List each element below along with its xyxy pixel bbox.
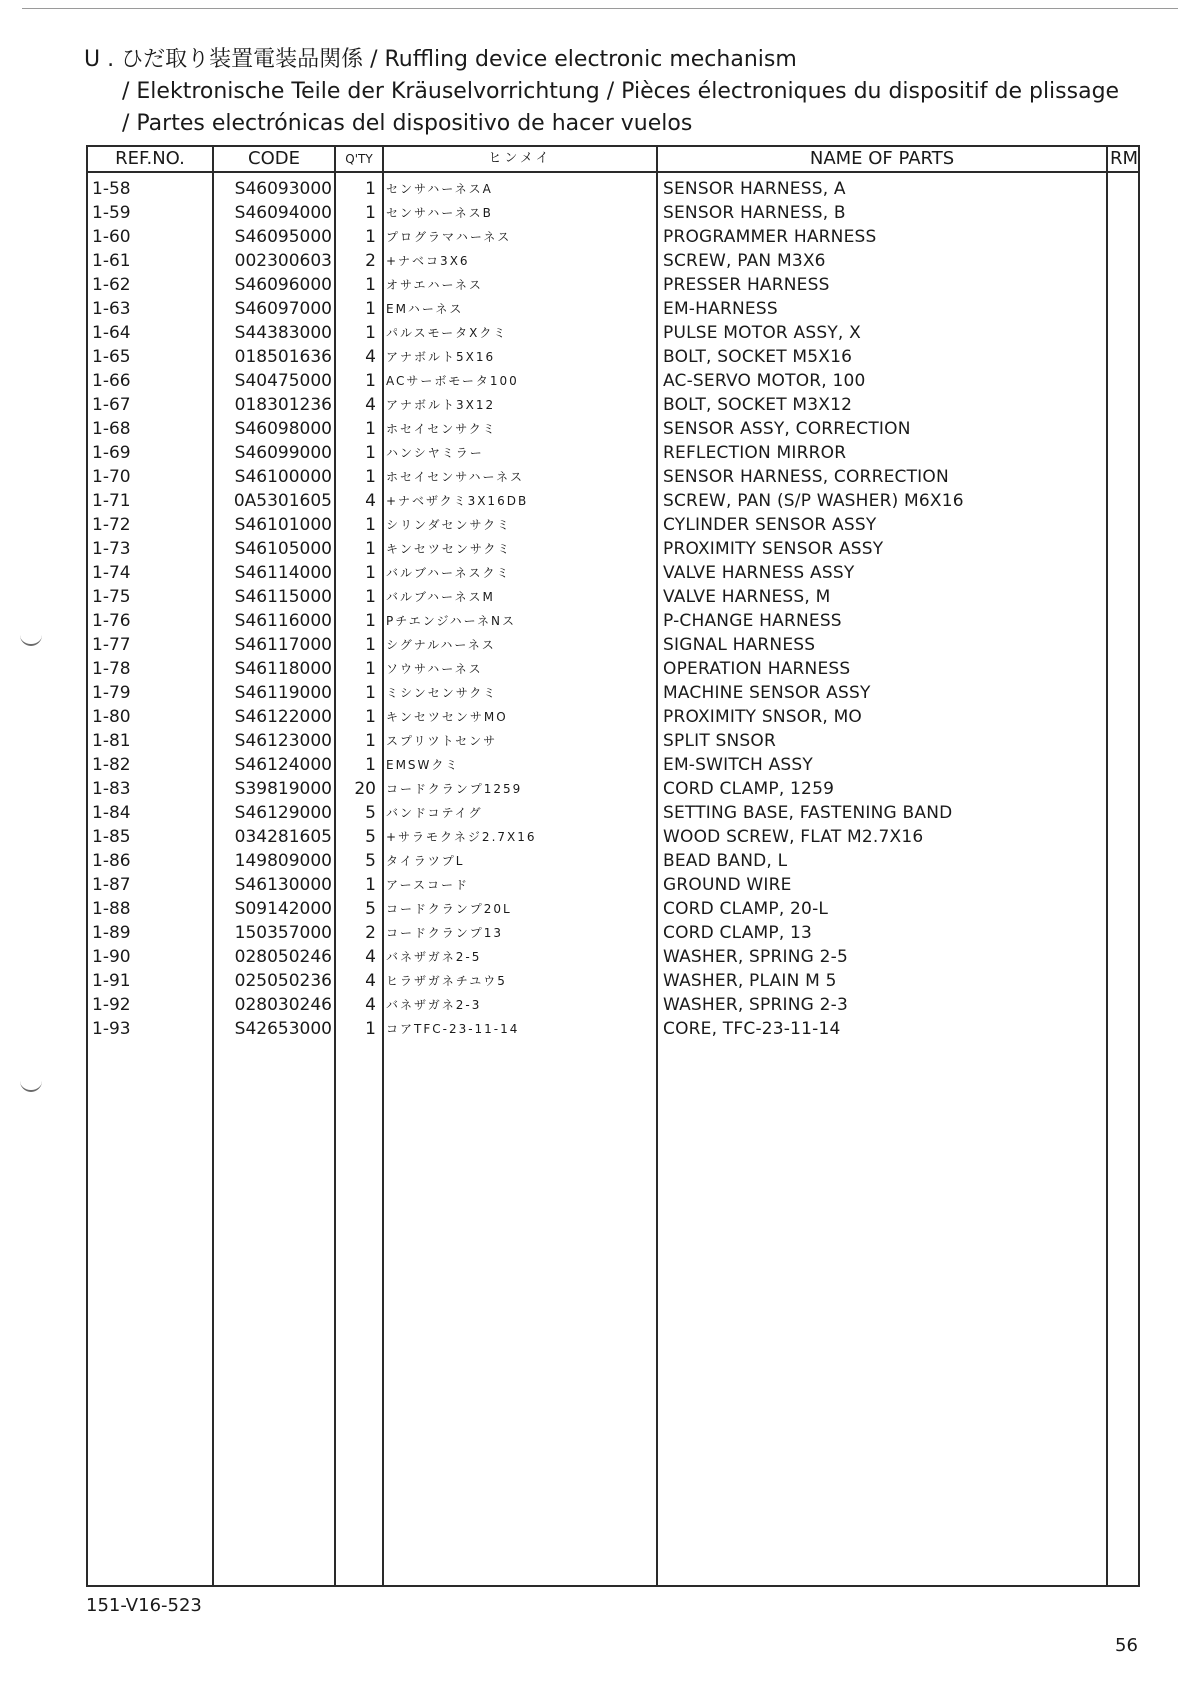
code-cell: S46105000 — [234, 539, 332, 559]
qty-cell: 1 — [365, 659, 376, 679]
part-name-cell: PRESSER HARNESS — [663, 275, 830, 295]
part-name-cell: AC-SERVO MOTOR, 100 — [663, 371, 866, 391]
header-divider — [88, 171, 1138, 173]
table-row — [88, 297, 1138, 321]
kana-name-cell: PチエンジハーネNス — [386, 614, 516, 628]
part-name-cell: EM-HARNESS — [663, 299, 778, 319]
table-row — [88, 441, 1138, 465]
ref-no-cell: 1-87 — [92, 875, 131, 895]
binder-hole-mark — [20, 1078, 42, 1092]
kana-name-cell: ハンシヤミラー — [386, 446, 484, 460]
qty-cell: 1 — [365, 875, 376, 895]
qty-cell: 5 — [365, 803, 376, 823]
ref-no-cell: 1-86 — [92, 851, 131, 871]
code-cell: S46097000 — [234, 299, 332, 319]
code-cell: S46093000 — [234, 179, 332, 199]
table-row — [88, 921, 1138, 945]
binder-hole-mark — [20, 632, 42, 646]
ref-no-cell: 1-76 — [92, 611, 131, 631]
part-name-cell: CORE, TFC-23-11-14 — [663, 1019, 841, 1039]
code-cell: 0A5301605 — [233, 491, 332, 511]
code-cell: 018501636 — [234, 347, 332, 367]
kana-name-cell: センサハーネスA — [386, 182, 493, 196]
code-cell: S46096000 — [234, 275, 332, 295]
part-name-cell: BOLT, SOCKET M3X12 — [663, 395, 853, 415]
table-row — [88, 681, 1138, 705]
kana-name-cell: バネザガネ2-5 — [386, 950, 482, 964]
kana-name-cell: タイラツプL — [386, 854, 465, 868]
table-row — [88, 321, 1138, 345]
code-cell: S46099000 — [234, 443, 332, 463]
table-row — [88, 633, 1138, 657]
code-cell: S46098000 — [234, 419, 332, 439]
ref-no-cell: 1-89 — [92, 923, 131, 943]
qty-cell: 1 — [365, 731, 376, 751]
kana-name-cell: アナボルト3X12 — [386, 398, 496, 412]
part-name-cell: SENSOR HARNESS, CORRECTION — [663, 467, 949, 487]
parts-table — [86, 145, 1140, 1587]
header-rm: RM — [1109, 148, 1139, 169]
table-row — [88, 945, 1138, 969]
kana-name-cell: プログラマハーネス — [386, 230, 512, 244]
kana-name-cell: シリンダセンサクミ — [386, 518, 512, 532]
part-name-cell: EM-SWITCH ASSY — [663, 755, 813, 775]
ref-no-cell: 1-68 — [92, 419, 131, 439]
ref-no-cell: 1-71 — [92, 491, 131, 511]
kana-name-cell: キンセツセンサMO — [386, 710, 508, 724]
heading-line-2: / Elektronische Teile der Kräuselvorrichtung / Pièces électroniques du dispositif de plissage — [122, 79, 1120, 104]
table-row — [88, 561, 1138, 585]
part-name-cell: WOOD SCREW, FLAT M2.7X16 — [663, 827, 924, 847]
kana-name-cell: ソウサハーネス — [386, 662, 483, 676]
table-row — [88, 849, 1138, 873]
ref-no-cell: 1-77 — [92, 635, 131, 655]
ref-no-cell: 1-66 — [92, 371, 131, 391]
code-cell: S46118000 — [234, 659, 332, 679]
code-cell: S46119000 — [234, 683, 332, 703]
part-name-cell: PROGRAMMER HARNESS — [663, 227, 877, 247]
code-cell: S42653000 — [234, 1019, 332, 1039]
table-row — [88, 225, 1138, 249]
qty-cell: 1 — [365, 419, 376, 439]
table-row — [88, 753, 1138, 777]
kana-name-cell: ACサーボモータ100 — [386, 374, 519, 388]
ref-no-cell: 1-58 — [92, 179, 131, 199]
top-rule — [22, 8, 1178, 9]
qty-cell: 2 — [365, 923, 376, 943]
code-cell: 002300603 — [234, 251, 332, 271]
code-cell: 028030246 — [234, 995, 332, 1015]
kana-name-cell: パルスモータXクミ — [386, 326, 508, 340]
ref-no-cell: 1-70 — [92, 467, 131, 487]
part-name-cell: PROXIMITY SENSOR ASSY — [663, 539, 884, 559]
part-name-cell: PROXIMITY SNSOR, MO — [663, 707, 863, 727]
code-cell: S46095000 — [234, 227, 332, 247]
kana-name-cell: バネザガネ2-3 — [386, 998, 482, 1012]
qty-cell: 1 — [365, 539, 376, 559]
ref-no-cell: 1-73 — [92, 539, 131, 559]
part-name-cell: SETTING BASE, FASTENING BAND — [663, 803, 953, 823]
qty-cell: 1 — [365, 467, 376, 487]
table-row — [88, 969, 1138, 993]
header-code: CODE — [248, 148, 300, 169]
code-cell: S39819000 — [234, 779, 332, 799]
kana-name-cell: ヒラザガネチユウ5 — [386, 974, 507, 988]
part-name-cell: SENSOR HARNESS, B — [663, 203, 846, 223]
code-cell: S46123000 — [234, 731, 332, 751]
ref-no-cell: 1-82 — [92, 755, 131, 775]
ref-no-cell: 1-80 — [92, 707, 131, 727]
kana-name-cell: +ナベザクミ3X16DB — [386, 494, 529, 508]
qty-cell: 1 — [365, 707, 376, 727]
table-row — [88, 1017, 1138, 1041]
ref-no-cell: 1-84 — [92, 803, 131, 823]
part-name-cell: BOLT, SOCKET M5X16 — [663, 347, 853, 367]
ref-no-cell: 1-85 — [92, 827, 131, 847]
code-cell: S46101000 — [234, 515, 332, 535]
header-name-of-parts: NAME OF PARTS — [809, 148, 955, 169]
table-row — [88, 489, 1138, 513]
ref-no-cell: 1-79 — [92, 683, 131, 703]
kana-name-cell: コードクランプ13 — [386, 926, 504, 940]
part-name-cell: REFLECTION MIRROR — [663, 443, 847, 463]
ref-no-cell: 1-72 — [92, 515, 131, 535]
page-number: 56 — [1115, 1635, 1138, 1656]
part-name-cell: CORD CLAMP, 20-L — [663, 899, 829, 919]
qty-cell: 1 — [365, 563, 376, 583]
part-name-cell: OPERATION HARNESS — [663, 659, 851, 679]
table-row — [88, 873, 1138, 897]
qty-cell: 5 — [365, 851, 376, 871]
kana-name-cell: バンドコテイグ — [386, 806, 483, 820]
table-row — [88, 369, 1138, 393]
kana-name-cell: スプリツトセンサ — [386, 734, 498, 748]
qty-cell: 4 — [365, 971, 376, 991]
part-name-cell: BEAD BAND, L — [663, 851, 788, 871]
part-name-cell: GROUND WIRE — [663, 875, 792, 895]
table-row — [88, 201, 1138, 225]
qty-cell: 1 — [365, 371, 376, 391]
header-ref-no: REF.NO. — [115, 148, 185, 169]
qty-cell: 1 — [365, 203, 376, 223]
qty-cell: 1 — [365, 179, 376, 199]
code-cell: S44383000 — [234, 323, 332, 343]
ref-no-cell: 1-81 — [92, 731, 131, 751]
code-cell: 018301236 — [234, 395, 332, 415]
table-row — [88, 417, 1138, 441]
table-row — [88, 801, 1138, 825]
code-cell: S46114000 — [234, 563, 332, 583]
code-cell: S46117000 — [234, 635, 332, 655]
ref-no-cell: 1-93 — [92, 1019, 131, 1039]
qty-cell: 1 — [365, 443, 376, 463]
qty-cell: 4 — [365, 491, 376, 511]
header-qty: Q'TY — [345, 152, 373, 166]
code-cell: S46115000 — [234, 587, 332, 607]
code-cell: 150357000 — [234, 923, 332, 943]
kana-name-cell: EMSWクミ — [386, 758, 460, 772]
ref-no-cell: 1-64 — [92, 323, 131, 343]
code-cell: 034281605 — [234, 827, 332, 847]
part-name-cell: SENSOR HARNESS, A — [663, 179, 846, 199]
code-cell: 028050246 — [234, 947, 332, 967]
part-name-cell: SCREW, PAN M3X6 — [663, 251, 826, 271]
ref-no-cell: 1-90 — [92, 947, 131, 967]
ref-no-cell: 1-62 — [92, 275, 131, 295]
ref-no-cell: 1-74 — [92, 563, 131, 583]
qty-cell: 2 — [365, 251, 376, 271]
code-cell: S09142000 — [234, 899, 332, 919]
ref-no-cell: 1-75 — [92, 587, 131, 607]
qty-cell: 1 — [365, 611, 376, 631]
table-row — [88, 537, 1138, 561]
part-name-cell: P-CHANGE HARNESS — [663, 611, 842, 631]
ref-no-cell: 1-65 — [92, 347, 131, 367]
qty-cell: 1 — [365, 587, 376, 607]
table-row — [88, 465, 1138, 489]
kana-name-cell: +ナベコ3X6 — [386, 254, 470, 268]
table-row — [88, 393, 1138, 417]
kana-name-cell: シグナルハーネス — [386, 638, 496, 652]
part-name-cell: SENSOR ASSY, CORRECTION — [663, 419, 911, 439]
code-cell: S40475000 — [234, 371, 332, 391]
table-row — [88, 177, 1138, 201]
qty-cell: 1 — [365, 323, 376, 343]
qty-cell: 1 — [365, 275, 376, 295]
table-body — [88, 177, 1138, 1041]
part-name-cell: CORD CLAMP, 1259 — [663, 779, 835, 799]
table-row — [88, 657, 1138, 681]
qty-cell: 1 — [365, 227, 376, 247]
table-row — [88, 345, 1138, 369]
part-name-cell: SPLIT SNSOR — [663, 731, 777, 751]
ref-no-cell: 1-61 — [92, 251, 131, 271]
code-cell: S46116000 — [234, 611, 332, 631]
table-row — [88, 249, 1138, 273]
heading-line-3: / Partes electrónicas del dispositivo de hacer vuelos — [122, 111, 693, 136]
document-code: 151-V16-523 — [86, 1595, 202, 1616]
part-name-cell: VALVE HARNESS, M — [663, 587, 831, 607]
table-row — [88, 993, 1138, 1017]
part-name-cell: CYLINDER SENSOR ASSY — [663, 515, 877, 535]
kana-name-cell: +サラモクネジ2.7X16 — [386, 830, 537, 844]
code-cell: S46100000 — [234, 467, 332, 487]
kana-name-cell: センサハーネスB — [386, 206, 493, 220]
qty-cell: 1 — [365, 755, 376, 775]
qty-cell: 1 — [365, 1019, 376, 1039]
ref-no-cell: 1-59 — [92, 203, 131, 223]
qty-cell: 4 — [365, 995, 376, 1015]
table-row — [88, 609, 1138, 633]
ref-no-cell: 1-63 — [92, 299, 131, 319]
table-row — [88, 273, 1138, 297]
part-name-cell: MACHINE SENSOR ASSY — [663, 683, 871, 703]
kana-name-cell: コアTFC-23-11-14 — [386, 1022, 520, 1036]
kana-name-cell: ホセイセンサクミ — [386, 422, 497, 436]
code-cell: 025050236 — [234, 971, 332, 991]
qty-cell: 1 — [365, 635, 376, 655]
kana-name-cell: アナボルト5X16 — [386, 350, 496, 364]
ref-no-cell: 1-83 — [92, 779, 131, 799]
qty-cell: 1 — [365, 683, 376, 703]
ref-no-cell: 1-91 — [92, 971, 131, 991]
kana-name-cell: バルブハーネスM — [386, 590, 495, 604]
part-name-cell: WASHER, SPRING 2-5 — [663, 947, 848, 967]
kana-name-cell: コードクランプ20L — [386, 902, 512, 916]
qty-cell: 5 — [365, 827, 376, 847]
part-name-cell: SIGNAL HARNESS — [663, 635, 816, 655]
kana-name-cell: オサエハーネス — [386, 278, 483, 292]
code-cell: 149809000 — [234, 851, 332, 871]
table-row — [88, 513, 1138, 537]
table-row — [88, 777, 1138, 801]
header-kana: ヒンメイ — [488, 151, 552, 166]
heading-line-1: U . ひだ取り装置電装品関係 / Ruffling device electronic mechanism — [84, 47, 797, 72]
part-name-cell: PULSE MOTOR ASSY, X — [663, 323, 861, 343]
qty-cell: 20 — [354, 779, 376, 799]
qty-cell: 1 — [365, 299, 376, 319]
kana-name-cell: バルブハーネスクミ — [386, 566, 511, 580]
code-cell: S46124000 — [234, 755, 332, 775]
code-cell: S46129000 — [234, 803, 332, 823]
table-row — [88, 897, 1138, 921]
section-heading — [84, 44, 1119, 140]
qty-cell: 4 — [365, 347, 376, 367]
ref-no-cell: 1-69 — [92, 443, 131, 463]
code-cell: S46094000 — [234, 203, 332, 223]
kana-name-cell: コードクランプ1259 — [386, 782, 523, 796]
kana-name-cell: アースコード — [386, 878, 470, 892]
qty-cell: 1 — [365, 515, 376, 535]
ref-no-cell: 1-78 — [92, 659, 131, 679]
kana-name-cell: ホセイセンサハーネス — [386, 470, 524, 484]
part-name-cell: WASHER, PLAIN M 5 — [663, 971, 837, 991]
ref-no-cell: 1-60 — [92, 227, 131, 247]
table-row — [88, 585, 1138, 609]
qty-cell: 4 — [365, 395, 376, 415]
part-name-cell: CORD CLAMP, 13 — [663, 923, 813, 943]
table-row — [88, 729, 1138, 753]
qty-cell: 4 — [365, 947, 376, 967]
code-cell: S46130000 — [234, 875, 332, 895]
kana-name-cell: キンセツセンサクミ — [386, 542, 512, 556]
part-name-cell: SCREW, PAN (S/P WASHER) M6X16 — [663, 491, 964, 511]
table-row — [88, 825, 1138, 849]
ref-no-cell: 1-92 — [92, 995, 131, 1015]
ref-no-cell: 1-88 — [92, 899, 131, 919]
ref-no-cell: 1-67 — [92, 395, 131, 415]
kana-name-cell: ミシンセンサクミ — [386, 686, 498, 700]
code-cell: S46122000 — [234, 707, 332, 727]
part-name-cell: VALVE HARNESS ASSY — [663, 563, 855, 583]
table-row — [88, 705, 1138, 729]
qty-cell: 5 — [365, 899, 376, 919]
kana-name-cell: EMハーネス — [386, 302, 464, 316]
part-name-cell: WASHER, SPRING 2-3 — [663, 995, 848, 1015]
